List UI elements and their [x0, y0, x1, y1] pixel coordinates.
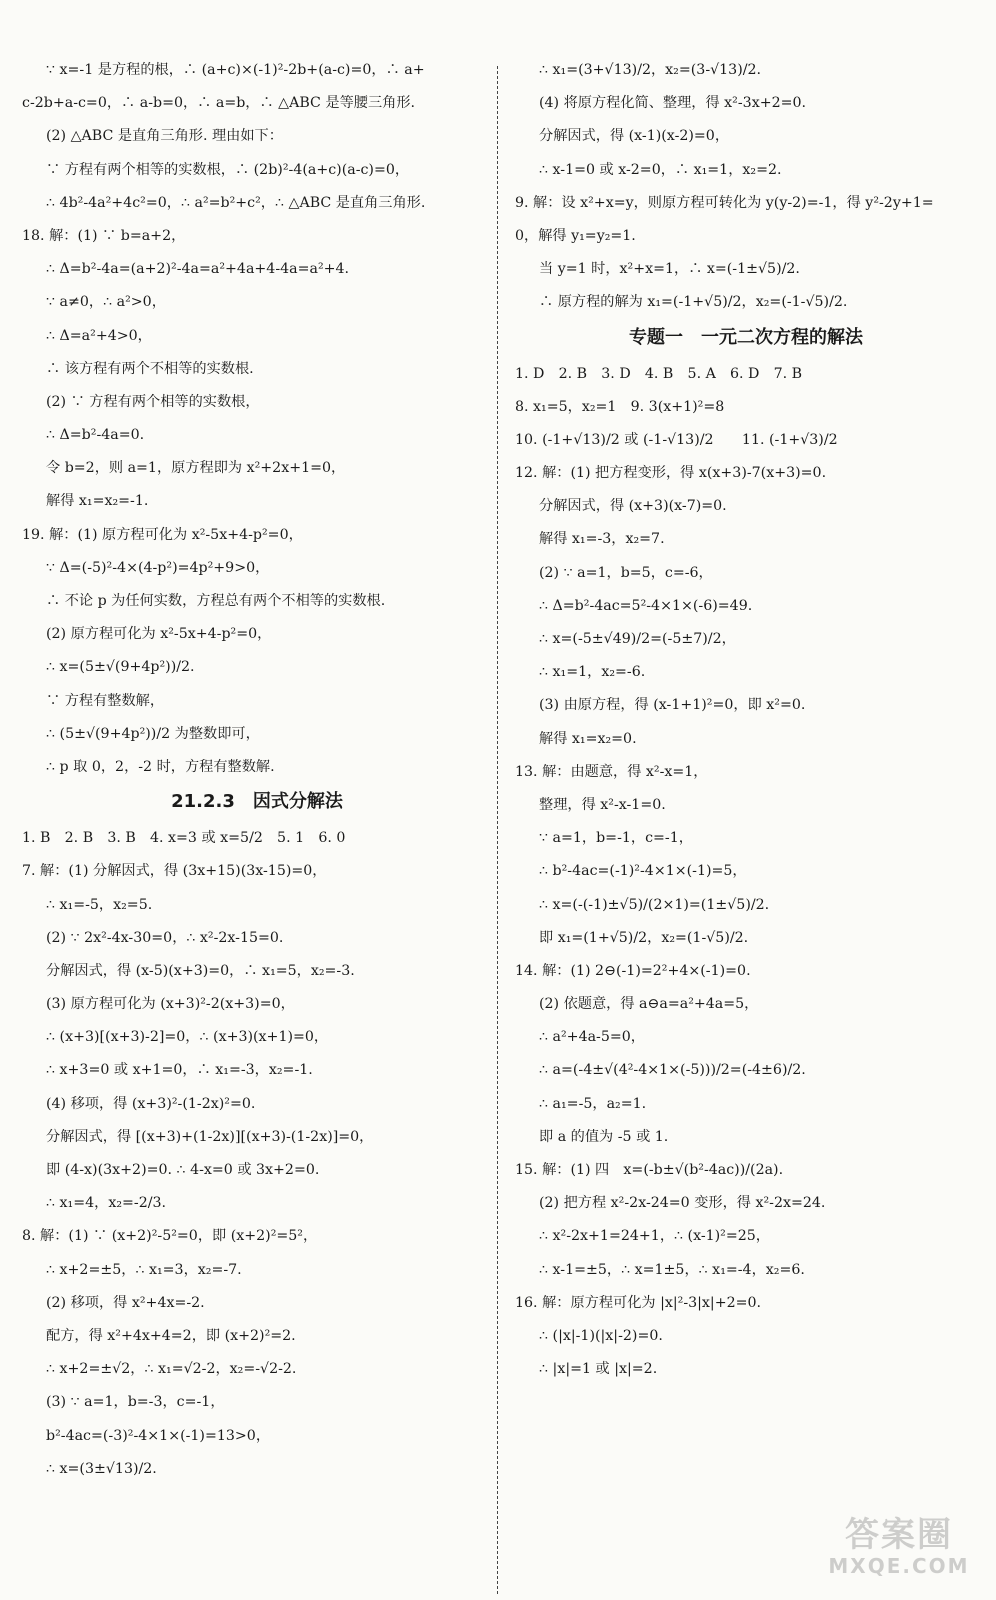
answer-line: ∵ Δ=(-5)²-4×(4-p²)=4p²+9>0， — [46, 559, 270, 576]
section-title-21-2-3: 21.2.3 因式分解法 — [171, 791, 343, 813]
watermark-bottom: MXQE.COM — [828, 1554, 970, 1578]
choice-answers: 1. B 2. B 3. B 4. x=3 或 x=5/2 5. 1 6. 0 — [22, 830, 346, 847]
fill-answers: 10. (-1+√13)/2 或 (-1-√13)/2 11. (-1+√3)/2 — [515, 431, 838, 448]
left-column — [22, 60, 492, 1592]
answer-line: ∴ Δ=b²-4a=0. — [46, 427, 145, 444]
answer-line: ∵ a≠0，∴ a²>0， — [46, 294, 166, 311]
answer-line: 即 a 的值为 -5 或 1. — [539, 1128, 669, 1145]
answer-line: ∴ a²+4a-5=0， — [539, 1029, 645, 1046]
answer-line: ∴ x₁=-5，x₂=5. — [46, 896, 153, 913]
question-7: 7. 解：(1) 分解因式，得 (3x+15)(3x-15)=0， — [22, 863, 327, 880]
question-13: 13. 解：由题意，得 x²-x=1， — [515, 763, 708, 780]
watermark-logo — [824, 1516, 974, 1586]
answer-line: ∴ 原方程的解为 x₁=(-1+√5)/2，x₂=(-1-√5)/2. — [539, 294, 848, 311]
answer-line: (2) ∵ a=1，b=5，c=-6， — [539, 564, 713, 581]
answer-line: 配方，得 x²+4x+4=2，即 (x+2)²=2. — [46, 1327, 296, 1344]
answer-line: ∴ x=(3±√13)/2. — [46, 1460, 157, 1477]
answer-line: 分解因式，得 [(x+3)+(1-2x)][(x+3)-(1-2x)]=0， — [46, 1128, 374, 1145]
answer-line: ∴ x²-2x+1=24+1，∴ (x-1)²=25， — [539, 1228, 770, 1245]
answer-line: (2) 依题意，得 a⊖a=a²+4a=5， — [539, 996, 759, 1013]
answer-line: ∴ 该方程有两个不相等的实数根. — [46, 360, 254, 377]
question-15: 15. 解：(1) 四 x=(-b±√(b²-4ac))/(2a). — [515, 1162, 784, 1178]
answer-line: (2) ∵ 方程有两个相等的实数根， — [46, 393, 260, 410]
answer-line: ∴ x=(5±√(9+4p²))/2. — [46, 659, 195, 676]
answer-line: ∴ x₁=(3+√13)/2，x₂=(3-√13)/2. — [539, 62, 762, 78]
answer-line: ∴ (5±√(9+4p²))/2 为整数即可， — [46, 725, 260, 742]
choice-answers: 1. D 2. B 3. D 4. B 5. A 6. D 7. B — [515, 365, 803, 382]
answer-line: ∴ b²-4ac=(-1)²-4×1×(-1)=5， — [539, 863, 747, 880]
answer-line: (2) ∵ 2x²-4x-30=0，∴ x²-2x-15=0. — [46, 929, 284, 946]
answer-line: ∴ Δ=a²+4>0， — [46, 327, 152, 344]
answer-line: 分解因式，得 (x-1)(x-2)=0， — [539, 128, 730, 145]
question-14: 14. 解：(1) 2⊖(-1)=2²+4×(-1)=0. — [515, 962, 751, 979]
answer-line: (2) 移项，得 x²+4x=-2. — [46, 1294, 205, 1311]
question-16: 16. 解：原方程可化为 |x|²-3|x|+2=0. — [515, 1294, 762, 1311]
answer-line: 分解因式，得 (x-5)(x+3)=0，∴ x₁=5，x₂=-3. — [46, 962, 355, 979]
answer-line: (4) 将原方程化简、整理，得 x²-3x+2=0. — [539, 95, 807, 112]
question-8: 8. 解：(1) ∵ (x+2)²-5²=0，即 (x+2)²=5²， — [22, 1228, 318, 1245]
answer-line: 即 (4-x)(3x+2)=0. ∴ 4-x=0 或 3x+2=0. — [46, 1162, 320, 1178]
answer-line: ∴ a=(-4±√(4²-4×1×(-5)))/2=(-4±6)/2. — [539, 1062, 806, 1079]
section-title-topic-1: 专题一 一元二次方程的解法 — [629, 326, 863, 348]
answer-line: 0，解得 y₁=y₂=1. — [515, 227, 636, 244]
answer-line: ∴ (|x|-1)(|x|-2)=0. — [539, 1327, 663, 1344]
answer-line: ∴ x+2=±5，∴ x₁=3，x₂=-7. — [46, 1261, 242, 1278]
answer-line: ∴ Δ=b²-4a=(a+2)²-4a=a²+4a+4-4a=a²+4. — [46, 261, 350, 278]
answer-line: 分解因式，得 (x+3)(x-7)=0. — [539, 498, 727, 515]
answer-line: 解得 x₁=-3，x₂=7. — [539, 531, 665, 548]
answer-line: ∵ 方程有两个相等的实数根，∴ (2b)²-4(a+c)(a-c)=0， — [46, 161, 410, 178]
fill-answers: 8. x₁=5，x₂=1 9. 3(x+1)²=8 — [515, 398, 725, 415]
answer-line: ∴ Δ=b²-4ac=5²-4×1×(-6)=49. — [539, 597, 753, 614]
answer-line: ∴ x=(-(-1)±√5)/(2×1)=(1±√5)/2. — [539, 896, 770, 913]
answer-line: b²-4ac=(-3)²-4×1×(-1)=13>0， — [46, 1427, 271, 1444]
answer-line: ∵ a=1，b=-1，c=-1， — [539, 830, 693, 847]
answer-line: 整理，得 x²-x-1=0. — [539, 796, 666, 813]
answer-line: (3) 由原方程，得 (x-1+1)²=0，即 x²=0. — [539, 697, 806, 714]
answer-line: (2) 原方程可化为 x²-5x+4-p²=0， — [46, 626, 272, 643]
question-19: 19. 解：(1) 原方程可化为 x²-5x+4-p²=0， — [22, 526, 303, 543]
answer-line: ∴ a₁=-5，a₂=1. — [539, 1095, 647, 1112]
answer-line: ∴ x=(-5±√49)/2=(-5±7)/2， — [539, 631, 736, 647]
answer-line: (4) 移项，得 (x+3)²-(1-2x)²=0. — [46, 1095, 256, 1112]
answer-line: ∴ (x+3)[(x+3)-2]=0，∴ (x+3)(x+1)=0， — [46, 1029, 329, 1046]
answer-line: ∴ x+2=±√2，∴ x₁=√2-2，x₂=-√2-2. — [46, 1361, 297, 1378]
answer-line: 解得 x₁=x₂=0. — [539, 730, 637, 747]
answer-line: (2) 把方程 x²-2x-24=0 变形，得 x²-2x=24. — [539, 1195, 826, 1212]
answer-line: (3) 原方程可化为 (x+3)²-2(x+3)=0， — [46, 996, 295, 1013]
answer-line: ∴ x₁=1，x₂=-6. — [539, 664, 646, 681]
right-column — [515, 60, 977, 1592]
answer-line: (2) △ABC 是直角三角形. 理由如下： — [46, 128, 283, 145]
question-18: 18. 解：(1) ∵ b=a+2， — [22, 227, 186, 244]
answer-line: ∴ x+3=0 或 x+1=0，∴ x₁=-3，x₂=-1. — [46, 1062, 313, 1079]
answer-line: ∴ x-1=0 或 x-2=0，∴ x₁=1，x₂=2. — [539, 161, 782, 178]
answer-line: ∴ 4b²-4a²+4c²=0，∴ a²=b²+c²，∴ △ABC 是直角三角形. — [46, 194, 426, 211]
answer-line: ∴ 不论 p 为任何实数，方程总有两个不相等的实数根. — [46, 593, 386, 609]
answer-line: ∴ x₁=4，x₂=-2/3. — [46, 1195, 167, 1212]
question-12: 12. 解：(1) 把方程变形，得 x(x+3)-7(x+3)=0. — [515, 465, 827, 482]
answer-line: ∴ p 取 0，2，-2 时，方程有整数解. — [46, 758, 275, 775]
answer-line: ∴ |x|=1 或 |x|=2. — [539, 1361, 658, 1378]
column-divider — [497, 66, 498, 1594]
answer-line: ∵ x=-1 是方程的根，∴ (a+c)×(-1)²-2b+(a-c)=0，∴ a+ — [46, 62, 425, 78]
answer-line: 当 y=1 时，x²+x=1，∴ x=(-1±√5)/2. — [539, 261, 800, 278]
answer-line: c-2b+a-c=0，∴ a-b=0，∴ a=b，∴ △ABC 是等腰三角形. — [22, 95, 416, 112]
watermark-top: 答案圈 — [845, 1515, 953, 1555]
answer-line: ∴ x-1=±5，∴ x=1±5，∴ x₁=-4，x₂=6. — [539, 1261, 805, 1278]
answer-line: 令 b=2，则 a=1，原方程即为 x²+2x+1=0， — [46, 460, 346, 477]
question-9: 9. 解：设 x²+x=y，则原方程可转化为 y(y-2)=-1，得 y²-2y+1= — [515, 194, 934, 211]
answer-line: 即 x₁=(1+√5)/2，x₂=(1-√5)/2. — [539, 929, 749, 946]
answer-line: ∵ 方程有整数解， — [46, 692, 165, 709]
answer-line: (3) ∵ a=1，b=-3，c=-1， — [46, 1394, 225, 1411]
answer-line: 解得 x₁=x₂=-1. — [46, 493, 149, 510]
